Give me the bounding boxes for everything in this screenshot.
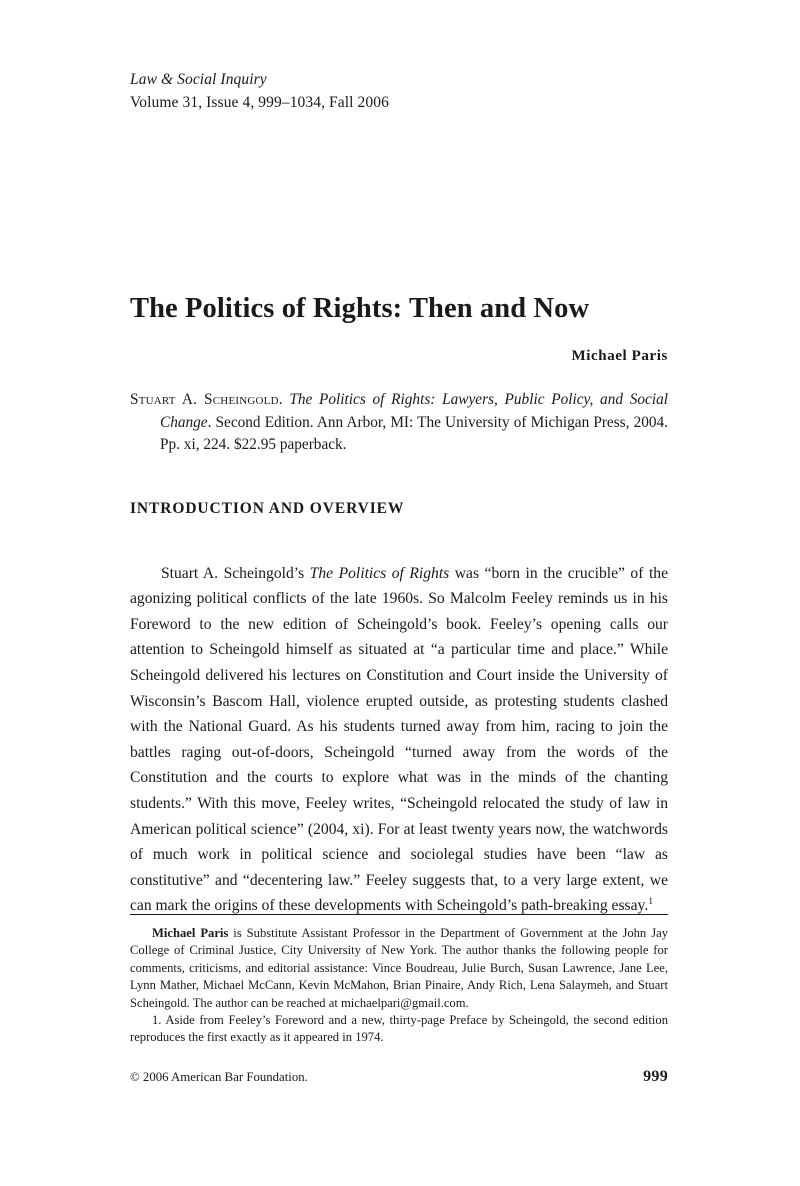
author-bio-name: Michael Paris [152, 926, 229, 940]
author-bio-text: is Substitute Assistant Professor in the Department of Government at the John Jay College of Criminal Justice, City University of New York. The author thanks the following people for comments, criticisms, and editorial assistance: Vince Boudreau, Julie Burch, Susan Lawrence, Jane Lee, Lynn Mather, Michael McCann, Kevin McMahon, Brian Pinaire, Andy Rich, Lena Salaymeh, and Stuart Scheingold. The author can be reached at michaelpari@gmail.com. [130, 926, 668, 1010]
article-page [130, 0, 668, 1186]
page-title: The Politics of Rights: Then and Now [130, 293, 590, 324]
journal-masthead [130, 69, 668, 114]
footnote-1: 1. Aside from Feeley’s Foreword and a new, thirty-page Preface by Scheingold, the second edition reproduces the first exactly as it appeared in 1974. [130, 1013, 668, 1045]
body-text-part1: Stuart A. Scheingold’s [161, 564, 310, 582]
body-italic-book-title: The Politics of Rights [309, 564, 450, 582]
footnote-block [130, 925, 668, 1047]
journal-name: Law & Social Inquiry [130, 71, 267, 88]
author-bio-footnote [130, 925, 668, 1012]
citation-author-separator: . [278, 391, 290, 408]
body-paragraph [130, 561, 668, 919]
page-number: 999 [643, 1068, 668, 1085]
citation-book-title: The Politics of Rights: Lawyers, Public Policy, and Social Change [160, 391, 668, 431]
footnote-separator-rule [130, 914, 668, 915]
title-block [130, 292, 668, 365]
journal-issue-line: Volume 31, Issue 4, 999–1034, Fall 2006 [130, 94, 389, 111]
copyright-notice: © 2006 American Bar Foundation. [130, 1070, 308, 1084]
page-footer [130, 1068, 668, 1086]
citation-author: Stuart A. Scheingold [130, 391, 279, 408]
footnote-reference-1[interactable]: 1 [648, 896, 654, 908]
citation-publication-details: . Second Edition. Ann Arbor, MI: The University of Michigan Press, 2004. Pp. xi, 224. $22.95 paperback. [160, 413, 668, 453]
section-heading-introduction: INTRODUCTION AND OVERVIEW [130, 500, 405, 517]
body-text-part2: was “born in the crucible” of the agonizing political conflicts of the late 1960s. So Malcolm Feeley reminds us in his Foreword to the new edition of Scheingold’s book. Feeley’s opening calls our attention to Scheingold himself as situated at “a particular time and place.” While Scheingold delivered his lectures on Constitution and Court inside the University of Wisconsin’s Bascom Hall, violence erupted outside, as protesting students clashed with the National Guard. As his students turned away from him, racing to join the battles raging out-of-doors, Scheingold “turned away from the words of the Constitution and the courts to explore what was in the minds of the chanting students.” With this move, Feeley writes, “Scheingold relocated the study of law in American political science” (2004, xi). For at least twenty years now, the watchwords of much work in political science and sociolegal studies have been “law as constitutive” and “decentering law.” Feeley suggests that, to a very large extent, we can mark the origins of these developments with Scheingold’s path-breaking essay. [130, 564, 668, 915]
book-citation [130, 389, 668, 457]
author-byline: Michael Paris [571, 348, 668, 364]
